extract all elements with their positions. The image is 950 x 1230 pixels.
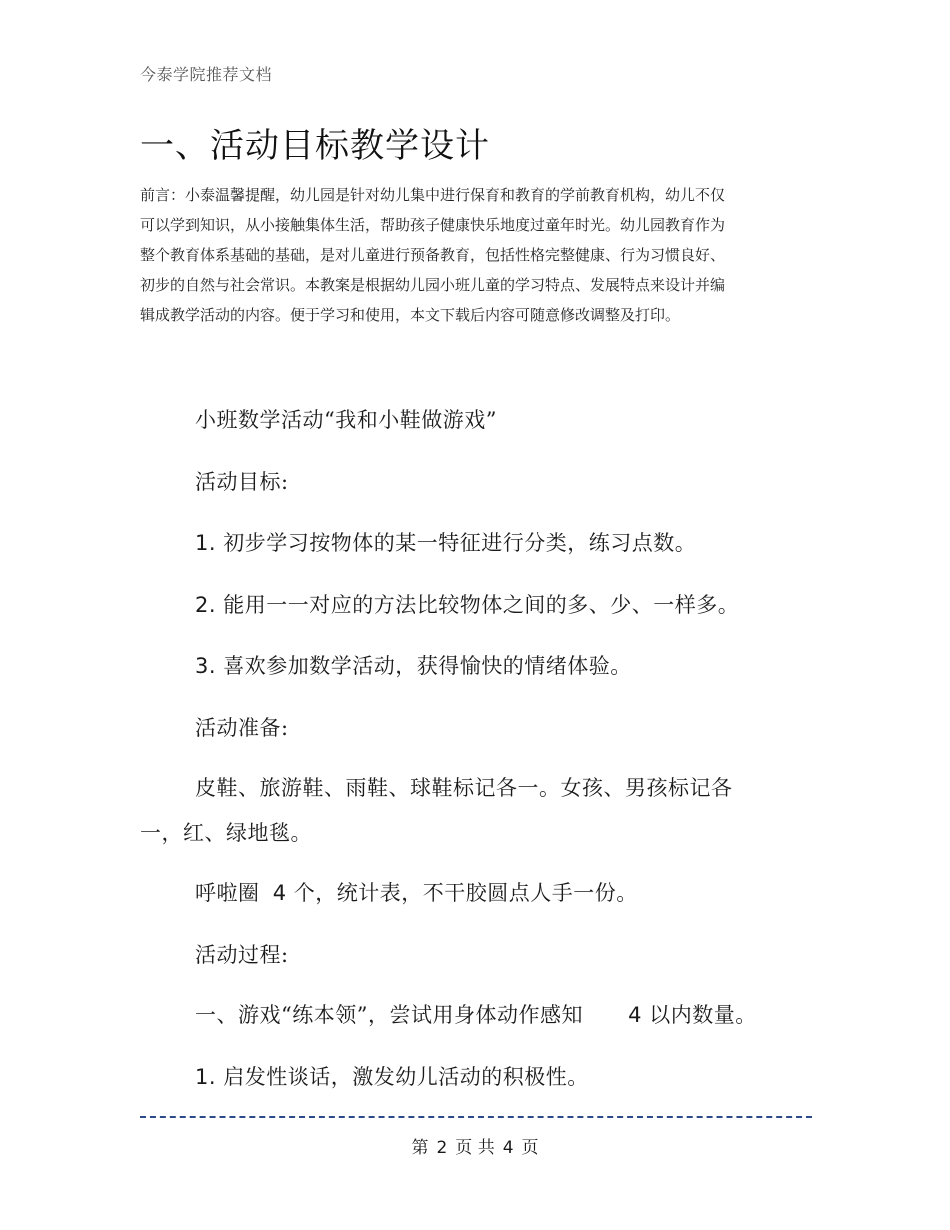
- total-pages: 4: [502, 1138, 514, 1158]
- goal-number: 1.: [195, 531, 217, 555]
- page-prefix: 第: [411, 1138, 429, 1158]
- goal-text: 能用一一对应的方法比较物体之间的多、少、一样多。: [223, 593, 740, 617]
- intro-paragraph: [140, 180, 820, 330]
- intro-line: 前言：小泰温馨提醒，幼儿园是针对幼儿集中进行保育和教育的学前教育机构，幼儿不仅: [140, 186, 726, 204]
- prep-number: 4: [272, 881, 287, 905]
- goal-item: [195, 650, 632, 680]
- intro-line: 整个教育体系基础的基础，是对儿童进行预备教育，包括性格完整健康、行为习惯良好、: [140, 246, 726, 264]
- prep-text: 个，统计表，不干胶圆点人手一份。: [293, 881, 638, 905]
- prep-label: 活动准备:: [195, 716, 289, 740]
- prep-line: 皮鞋、旅游鞋、雨鞋、球鞋标记各一。女孩、男孩标记各: [195, 776, 733, 800]
- prep-text: 呼啦圈: [195, 881, 260, 905]
- process-step-text: 以内数量。: [649, 1003, 757, 1027]
- current-page: 2: [436, 1138, 448, 1158]
- goal-number: 2.: [195, 593, 217, 617]
- document-header: 今泰学院推荐文档: [140, 65, 273, 84]
- page-mid: 页 共: [455, 1138, 495, 1158]
- goal-item: [195, 527, 696, 557]
- goal-text: 喜欢参加数学活动，获得愉快的情绪体验。: [223, 654, 632, 678]
- intro-line: 辑成教学活动的内容。便于学习和使用，本文下载后内容可随意修改调整及打印。: [140, 306, 681, 324]
- intro-line: 可以学到知识，从小接触集体生活，帮助孩子健康快乐地度过童年时光。幼儿园教育作为: [140, 216, 726, 234]
- page-suffix: 页: [521, 1138, 539, 1158]
- process-step-number: 4: [628, 1003, 643, 1027]
- intro-line: 初步的自然与社会常识。本教案是根据幼儿园小班儿童的学习特点、发展特点来设计并编: [140, 276, 726, 294]
- goal-number: 3.: [195, 654, 217, 678]
- process-step-text: 一、游戏“练本领”，尝试用身体动作感知: [195, 1003, 583, 1027]
- process-label: 活动过程:: [195, 943, 289, 967]
- goal-text: 初步学习按物体的某一特征进行分类，练习点数。: [223, 531, 697, 555]
- footer-divider: [140, 1116, 812, 1118]
- page-title: 一、活动目标教学设计: [140, 126, 490, 166]
- substep-number: 1.: [195, 1065, 217, 1089]
- prep-line: 一，红、绿地毯。: [140, 821, 312, 845]
- process-step: [195, 999, 757, 1029]
- lesson-heading: 小班数学活动“我和小鞋做游戏”: [195, 408, 497, 432]
- page-number: [0, 1133, 950, 1158]
- substep-text: 启发性谈话，激发幼儿活动的积极性。: [223, 1065, 589, 1089]
- process-substep: [195, 1061, 589, 1091]
- prep-line: [195, 877, 638, 907]
- goal-item: [195, 589, 739, 619]
- goals-label: 活动目标:: [195, 470, 289, 494]
